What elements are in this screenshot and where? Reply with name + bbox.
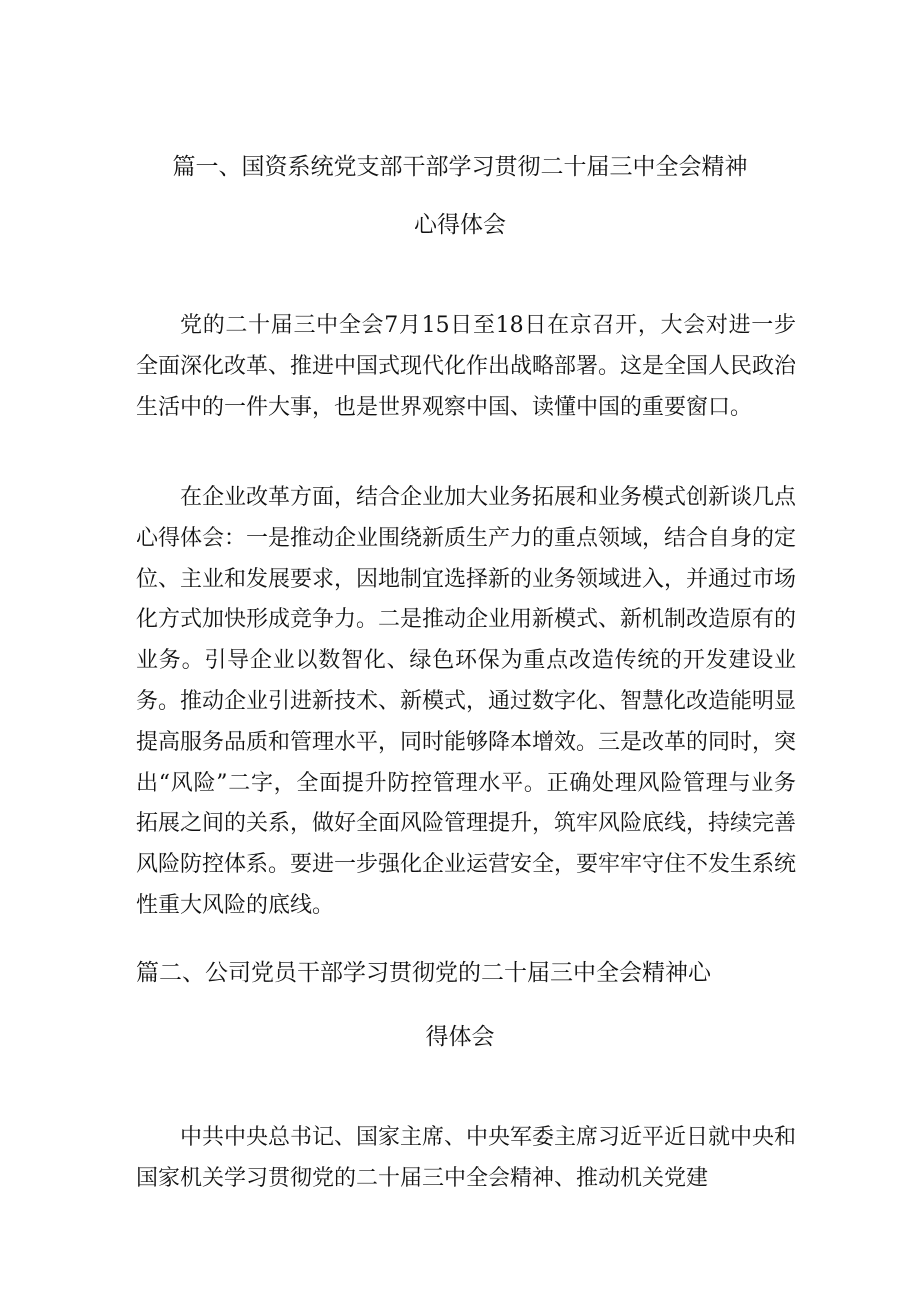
article2-title-line2: 得体会 bbox=[425, 1024, 495, 1050]
article1-title-line1: 篇一、国资系统党支部干部学习贯彻二十届三中全会精神 bbox=[172, 154, 748, 180]
article1-title-line2: 心得体会 bbox=[414, 212, 506, 238]
article2-title-line1: 篇二、公司党员干部学习贯彻党的二十届三中全会精神心 bbox=[136, 960, 711, 986]
article2-paragraph-1: 中共中央总书记、国家主席、中央军委主席习近平近日就中央和国家机关学习贯彻党的二十届三中全会精神、推动机关党建 bbox=[136, 1125, 797, 1191]
article1-paragraph-1: 党的二十届三中全会7月15日至18日在京召开，大会对进一步全面深化改革、推进中国式现代化作出战略部署。这是全国人民政治生活中的一件大事，也是世界观察中国、读懂中国的重要窗口。 bbox=[136, 313, 797, 420]
article1-paragraph-2: 在企业改革方面，结合企业加大业务拓展和业务模式创新谈几点心得体会：一是推动企业围绕新质生产力的重点领域，结合自身的定位、主业和发展要求，因地制宜选择新的业务领域进入，并通过市场化方式加快形成竞争力。二是推动企业用新模式、新机制改造原有的业务。引导企业以数智化、绿色环保为重点改造传统的开发建设业务。推动企业引进新技术、新模式，通过数字化、智慧化改造能明显提高服务品质和管理水平，同时能够降本增效。三是改革的同时，突出“风险”二字，全面提升防控管理水平。正确处理风险管理与业务拓展之间的关系，做好全面风险管理提升，筑牢风险底线，持续完善风险防控体系。要进一步强化企业运营安全，要牢牢守住不发生系统性重大风险的底线。 bbox=[136, 485, 797, 918]
